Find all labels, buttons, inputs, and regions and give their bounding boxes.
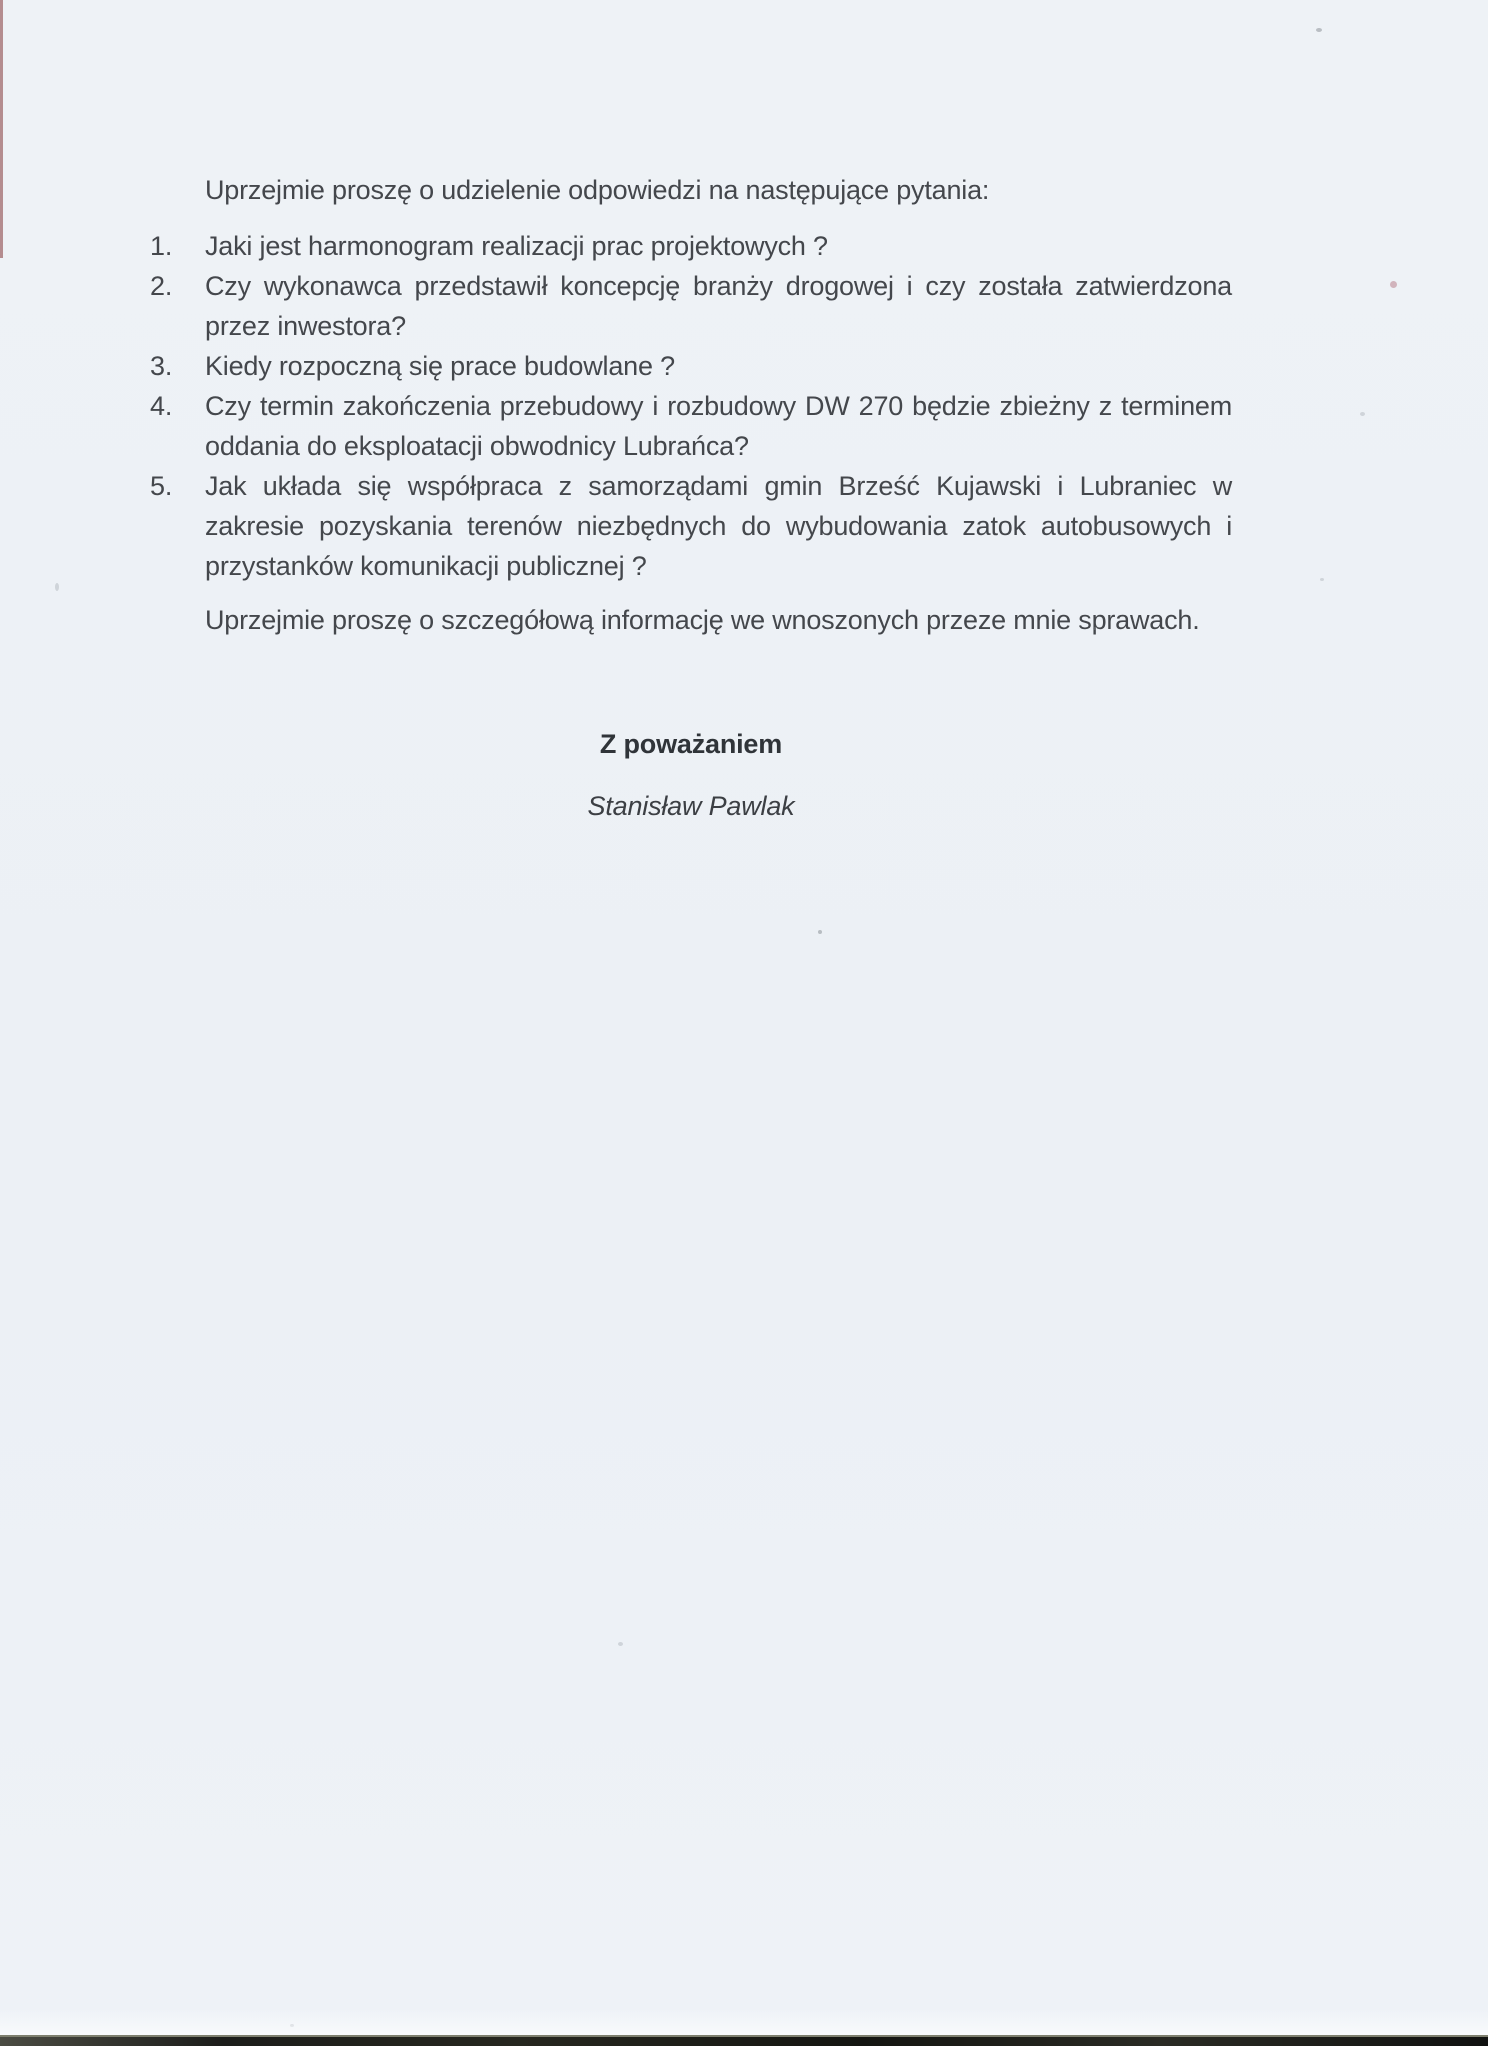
- intro-paragraph: Uprzejmie proszę o udzielenie odpowiedzi na następujące pytania:: [205, 175, 990, 205]
- scan-edge-artifact-bottom: [0, 2035, 1488, 2046]
- question-number: 4.: [150, 391, 173, 421]
- question-text: Kiedy rozpoczną się prace budowlane ?: [205, 351, 675, 381]
- question-text: Czy termin zakończenia przebudowy i rozbudowy DW 270 będzie zbieżny z terminem oddania do eksploatacji obwodnicy Lubrańca?: [205, 391, 1232, 461]
- scan-edge-artifact-left: [0, 0, 3, 258]
- question-number: 2.: [150, 271, 173, 301]
- scan-speck: [1390, 281, 1397, 288]
- question-item-1: [150, 226, 1232, 266]
- question-item-2: [150, 266, 1232, 346]
- question-list: [150, 226, 1232, 586]
- closing-paragraph: Uprzejmie proszę o szczegółową informację we wnoszonych przeze mnie sprawach.: [205, 605, 1200, 635]
- scan-speck: [1316, 28, 1322, 32]
- scan-speck: [1093, 627, 1096, 630]
- scan-speck: [55, 583, 59, 591]
- scan-speck: [618, 1642, 623, 1646]
- question-item-3: [150, 346, 1232, 386]
- question-text: Jaki jest harmonogram realizacji prac projektowych ?: [205, 231, 828, 261]
- question-text: Jak układa się współpraca z samorządami gmin Brześć Kujawski i Lubraniec w zakresie pozyskania terenów niezbędnych do wybudowania zatok autobusowych i przystanków komunikacji publicznej ?: [205, 471, 1232, 581]
- scan-speck: [818, 930, 822, 934]
- letter-body: [150, 170, 1232, 826]
- scan-speck: [1320, 578, 1324, 581]
- question-item-5: [150, 466, 1232, 586]
- scan-speck: [1360, 412, 1365, 416]
- question-number: 1.: [150, 231, 173, 261]
- question-number: 5.: [150, 471, 173, 501]
- scan-edge-highlight-bottom: [0, 2009, 1488, 2035]
- question-number: 3.: [150, 351, 173, 381]
- signoff-text: Z poważaniem: [599, 729, 783, 759]
- signature-name: Stanisław Pawlak: [587, 791, 795, 821]
- question-item-4: [150, 386, 1232, 466]
- question-text: Czy wykonawca przedstawił koncepcję branży drogowej i czy została zatwierdzona przez inwestora?: [205, 271, 1232, 341]
